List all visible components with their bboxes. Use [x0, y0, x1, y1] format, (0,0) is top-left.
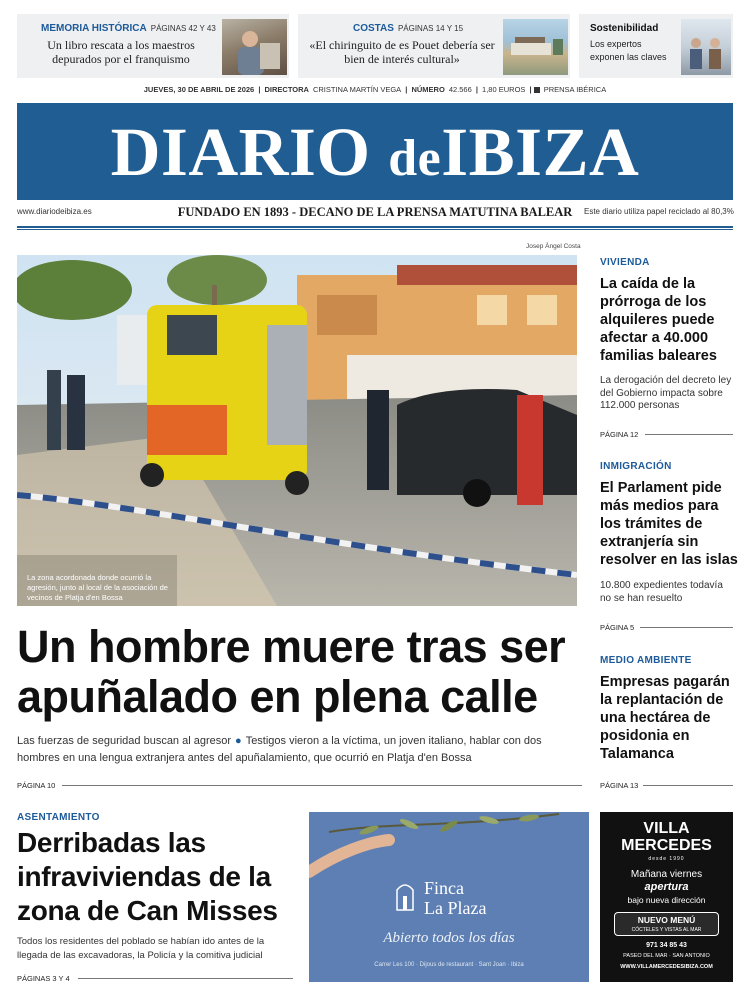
- sidebar-body-vivienda: La derogación del decreto ley del Gobierno impacta sobre 112.000 personas: [600, 375, 732, 411]
- sidebar-headline-medio-ambiente[interactable]: Empresas pagarán la replantación de una hectárea de posidonia en Talamanca: [600, 674, 730, 762]
- ad-finca-name-b: La Plaza: [424, 898, 487, 918]
- main-subheadline-a: Las fuerzas de seguridad buscan al agresor: [17, 735, 232, 747]
- ad-villa-menu-a: NUEVO MENÚ: [637, 915, 696, 925]
- teaser-text: «El chiringuito de es Pouet debería ser bien de interés cultural»: [309, 38, 495, 66]
- sidebar-body-inmigracion: 10.800 expedientes todavía no se han resuelto: [600, 580, 723, 604]
- teaser-photo-beach: [503, 19, 568, 75]
- beach-photo-icon: [503, 19, 568, 75]
- photo-credit: Josep Àngel Costa: [526, 243, 581, 250]
- dateline: JUEVES, 30 DE ABRIL DE 2026 | DIRECTORA CRISTINA MARTÍN VEGA | NÚMERO 42.566 | 1,80 EUROS | PRENSA IBÉRICA: [143, 85, 607, 94]
- masthead-title: [17, 114, 733, 194]
- ambulance-scene-photo-icon: [17, 255, 577, 606]
- teaser-photo-author: [222, 19, 287, 75]
- main-page-ref[interactable]: PÁGINA 10: [17, 781, 56, 790]
- main-headline[interactable]: Un hombre muere tras ser apuñalado en plena calle: [17, 621, 566, 722]
- main-photo[interactable]: [17, 255, 577, 606]
- sidebar-kicker-vivienda: VIVIENDA: [600, 257, 650, 268]
- ad-villa-menu-b: CÓCTELES Y VISTAS AL MAR: [631, 927, 702, 933]
- ad-villa-since: desde 1990: [648, 856, 685, 862]
- photo-caption: La zona acordonada donde ocurrió la agresión, junto al local de la asociación de vecinos de Platja d'en Bossa: [27, 573, 168, 602]
- page-rule: [62, 785, 582, 786]
- page-rule: [78, 978, 293, 979]
- sidebar-page-medio-ambiente[interactable]: PÁGINA 13: [600, 781, 639, 790]
- date: JUEVES, 30 DE ABRIL DE 2026: [143, 85, 255, 94]
- ad-finca-tagline: Abierto todos los días: [383, 930, 515, 946]
- masthead-title-ibiza: IBIZA: [441, 114, 640, 190]
- founded-line: FUNDADO EN 1893 - DECANO DE LA PRENSA MATUTINA BALEAR: [177, 205, 573, 219]
- teaser-pages: PÁGINAS 14 Y 15: [397, 24, 464, 33]
- teaser-kicker: [41, 23, 216, 34]
- page-rule: [643, 785, 733, 786]
- ad-villa-mercedes[interactable]: [600, 812, 733, 982]
- sidebar-kicker-medio-ambiente: MEDIO AMBIENTE: [600, 655, 692, 666]
- sidebar-page-vivienda[interactable]: PÁGINA 12: [600, 430, 639, 439]
- finca-logo-icon: [395, 880, 415, 912]
- page-rule: [645, 434, 733, 435]
- publisher-group: PRENSA IBÉRICA: [543, 85, 607, 94]
- teaser-sostenibilidad[interactable]: [579, 14, 733, 78]
- ad-villa-line3: bajo nueva dirección: [627, 895, 706, 905]
- price: 1,80 EUROS: [482, 85, 526, 94]
- group-logo-icon: [534, 87, 540, 93]
- teaser-pages: PÁGINAS 42 Y 43: [150, 24, 216, 33]
- teaser-photo-experts: [681, 19, 731, 75]
- website[interactable]: www.diariodeibiza.es: [17, 207, 92, 216]
- ad-villa-name-b: MERCEDES: [621, 837, 712, 854]
- teaser-kicker-label: Sostenibilidad: [590, 23, 659, 34]
- ad-villa-phone: 971 34 85 43: [646, 942, 687, 949]
- people-photo-icon: [681, 19, 731, 75]
- ad-finca-name-a: Finca: [424, 878, 464, 898]
- second-page-ref[interactable]: PÁGINAS 3 Y 4: [17, 974, 70, 983]
- teaser-kicker: [353, 23, 463, 34]
- ad-villa-menu-box: [614, 912, 719, 936]
- ad-villa-line2: apertura: [644, 881, 689, 893]
- masthead-divider: [17, 226, 733, 230]
- ad-villa-line1: Mañana viernes: [630, 869, 703, 880]
- ad-finca-small: Carrer Les 100 · Dijous de restaurant · Sant Joan · Ibiza: [374, 962, 524, 968]
- teaser-kicker-label: COSTAS: [353, 23, 394, 34]
- second-body: Todos los residentes del poblado se habían ido antes de la llegada de las excavadoras, la Policía y la comitiva judicial: [17, 936, 265, 961]
- second-kicker: ASENTAMIENTO: [17, 812, 100, 823]
- main-subheadline-b: Testigos vieron a la víctima, un joven italiano, hablar con dos hombres en una lengua extranjera antes del apuñalamiento, que ocurrió en Platja d'en Bossa: [17, 735, 542, 764]
- recycled-note: Este diario utiliza papel reciclado al 80,3%: [584, 207, 734, 216]
- teaser-costas[interactable]: [298, 14, 570, 78]
- number-label: NÚMERO: [411, 85, 445, 94]
- ad-villa-name-a: VILLA: [643, 820, 690, 837]
- teaser-text: Los expertos exponen las claves: [590, 39, 667, 62]
- sidebar-headline-inmigracion[interactable]: El Parlament pide más medios para los trámites de extranjería sin resolver en las islas: [600, 480, 738, 568]
- sidebar-headline-vivienda[interactable]: La caída de la prórroga de los alquileres puede afectar a 40.000 familias baleares: [600, 276, 717, 364]
- sidebar-kicker-inmigracion: INMIGRACIÓN: [600, 461, 672, 472]
- person-photo-icon: [222, 19, 287, 75]
- masthead-title-diario: DIARIO: [110, 114, 389, 190]
- teaser-memoria[interactable]: [17, 14, 289, 78]
- ad-villa-web: WWW.VILLAMERCEDESIBIZA.COM: [620, 964, 713, 970]
- second-headline[interactable]: Derribadas las infraviviendas de la zona de Can Misses: [17, 827, 278, 926]
- masthead-title-de: de: [388, 130, 442, 187]
- ad-finca-name: [424, 878, 486, 918]
- director-label: DIRECTORA: [264, 85, 309, 94]
- director-name: CRISTINA MARTÍN VEGA: [312, 85, 402, 94]
- issue-number: 42.566: [448, 85, 472, 94]
- main-subheadline: [17, 733, 582, 767]
- ad-finca-la-plaza[interactable]: [309, 812, 589, 982]
- teaser-kicker-label: MEMORIA HISTÓRICA: [41, 23, 147, 34]
- ad-villa-address: PASEO DEL MAR · SAN ANTONIO: [623, 953, 710, 959]
- sidebar-page-inmigracion[interactable]: PÁGINA 5: [600, 623, 635, 632]
- page-rule: [640, 627, 733, 628]
- masthead[interactable]: [17, 103, 733, 200]
- bullet-icon: ●: [235, 735, 242, 747]
- teaser-text: Un libro rescata a los maestros depurados por el franquismo: [47, 38, 195, 66]
